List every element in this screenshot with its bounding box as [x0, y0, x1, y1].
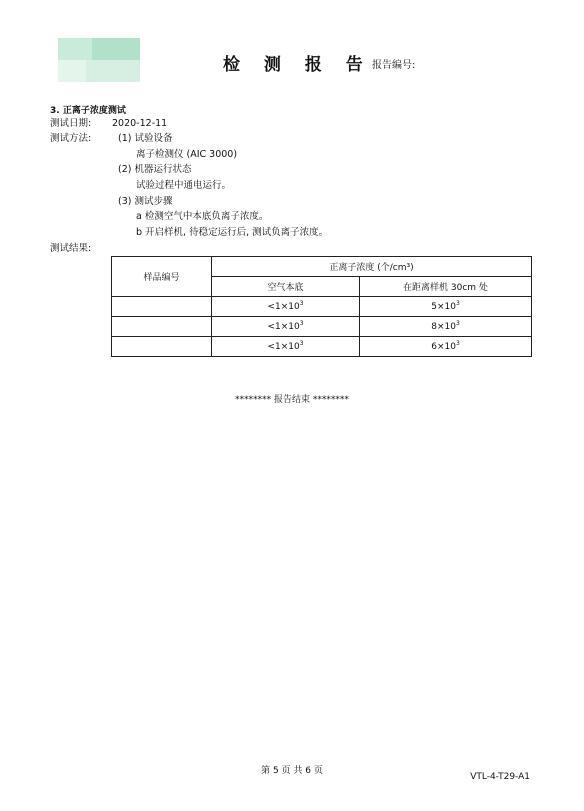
section-heading: 3. 正离子浓度测试	[50, 106, 126, 116]
step-1-heading: (1) 试验设备	[118, 133, 173, 144]
cell-background: $<1\times 10^3$	[212, 297, 360, 317]
table-header-row	[112, 257, 532, 277]
report-end-marker: ******** 报告结束 ********	[235, 395, 349, 405]
page-title: 检 测 报 告	[223, 55, 372, 75]
cell-sample	[112, 297, 212, 317]
table-row	[112, 297, 532, 317]
cell-background: $<1\times 10^3$	[212, 337, 360, 357]
step-3-heading: (3) 测试步骤	[118, 196, 173, 207]
cell-background: $<1\times 10^3$	[212, 317, 360, 337]
table-row	[112, 317, 532, 337]
test-method-label: 测试方法:	[50, 133, 92, 144]
blurred-logo	[58, 38, 140, 82]
report-number-label: 报告编号:	[372, 60, 416, 71]
step-3-item-b: b 开启样机, 待稳定运行后, 测试负离子浓度。	[136, 227, 329, 238]
page-number: 第 5 页 共 6 页	[261, 766, 323, 776]
header-positive-ion-concentration: 正离子浓度 (个/cm³)	[212, 257, 532, 277]
test-date-label: 测试日期:	[50, 118, 92, 129]
step-2-detail: 试验过程中通电运行。	[136, 180, 232, 191]
cell-distance: $8\times 10^3$	[360, 317, 532, 337]
table-row	[112, 337, 532, 357]
header-sample-id: 样品编号	[112, 257, 212, 297]
document-code: VTL-4-T29-A1	[470, 772, 530, 782]
results-table	[111, 256, 532, 357]
step-1-detail: 离子检测仪 (AIC 3000)	[136, 149, 238, 160]
cell-sample	[112, 337, 212, 357]
step-2-heading: (2) 机器运行状态	[118, 164, 192, 175]
cell-distance: $6\times 10^3$	[360, 337, 532, 357]
step-3-item-a: a 检测空气中本底负离子浓度。	[136, 211, 269, 222]
test-date-value: 2020-12-11	[112, 118, 168, 129]
cell-sample	[112, 317, 212, 337]
header-30cm-distance: 在距离样机 30cm 处	[360, 277, 532, 297]
cell-distance: $5\times 10^3$	[360, 297, 532, 317]
results-label: 测试结果:	[50, 243, 92, 254]
header-air-background: 空气本底	[212, 277, 360, 297]
